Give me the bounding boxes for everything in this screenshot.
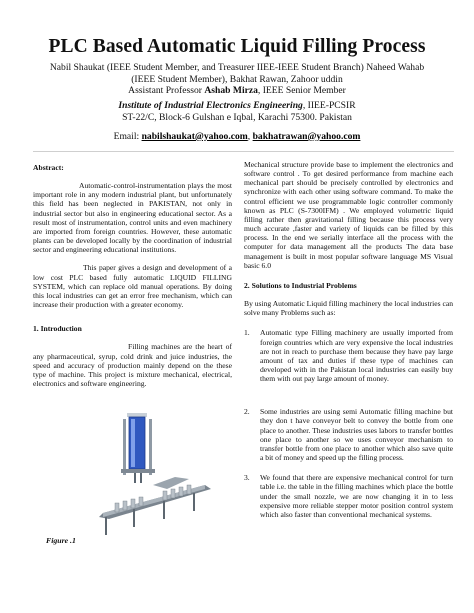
author-list [0, 62, 474, 97]
bottles-group [115, 485, 191, 512]
solution-item-3 [244, 473, 453, 519]
authors-line-3-name: Ashab Mirza [204, 85, 258, 97]
nozzle-1 [134, 473, 136, 483]
filling-machine-illustration [93, 405, 215, 543]
right-column [244, 160, 453, 519]
authors-line-2: (IEEE Student Member), Bakhat Rawan, Zahoor uddin [131, 73, 343, 85]
nozzle-2 [140, 473, 142, 483]
authors-line-1: Nabil Shaukat (IEEE Student Member, and Treasurer IIEE-IEEE Student Branch) Naheed Wahab [49, 62, 425, 73]
left-column [33, 163, 232, 388]
institute-line [0, 100, 474, 112]
institute-suffix: , IIEE-PCSIR [302, 99, 356, 111]
authors-line-3-suffix: , IEEE Senior Member [257, 85, 346, 97]
solution-item-3-text: We found that there are expensive mechanical control for turn table i.e. the table in the filling machines which place the bottle under the small nozzle, we are now changing it in to less expensive more reliable stepper motor position control system which also faster than conventional mechanical systems. [260, 473, 453, 519]
solution-item-1 [244, 328, 453, 383]
solution-item-1-text: Automatic type Filling machinery are usually imported from foreign countries which are very expensive the local industries are not in reach to purchase them because they have pay large amount of tax and duties if these type of machines can developed with in the Pakistan local industries can easily buy them with out pay large amount of money. [260, 328, 453, 384]
nozzle-bar [121, 469, 155, 473]
solutions-heading: 2. Solutions to Industrial Problems [244, 280, 357, 290]
email-line [0, 131, 474, 143]
figure-1-image [93, 405, 215, 543]
affiliation [0, 100, 474, 124]
figure-1-caption: Figure .1 [46, 536, 76, 545]
introduction-heading: 1. Introduction [33, 324, 82, 334]
solution-item-3-number: 3. [244, 473, 250, 483]
institute-name: Institute of Industrial Electronics Engineering [118, 99, 303, 111]
abstract-paragraph-2: This paper gives a design and development of a low cost PLC based fully automatic LIQUID FILLING SYSTEM, which can replace old manual operations. By doing this local industries can get an error free mechanism, which can increase their production with a greater economy. [33, 263, 232, 310]
frame-post-left [123, 419, 126, 475]
frame-post-right [149, 419, 152, 475]
tank-highlight [131, 419, 135, 467]
solution-item-2 [244, 407, 453, 462]
solutions-intro: By using Automatic Liquid filling machinery the local industries can solve many Problems such as: [244, 299, 453, 318]
paper-title: PLC Based Automatic Liquid Filling Process [48, 36, 426, 57]
address-line: ST-22/C, Block-6 Gulshan e Iqbal, Karachi 75300. Pakistan [122, 111, 352, 123]
email-label: Email: [113, 130, 142, 142]
abstract-heading: Abstract: [33, 163, 64, 172]
email-link-2[interactable]: bakhatrawan@yahoo.com [252, 130, 361, 142]
introduction-paragraph: Filling machines are the heart of any pharmaceutical, syrup, cold drink and juice industries, the speed and accuracy of production mainly depend on the these type of machine. This project is mixture mechanical, electrical, electronics and software engineering. [33, 342, 232, 388]
authors-line-3 [40, 85, 434, 97]
solution-item-2-number: 2. [244, 407, 250, 417]
header-divider [33, 151, 454, 152]
authors-line-3-prefix: Assistant Professor [128, 85, 205, 97]
paper-header [0, 36, 474, 143]
machine-top-cap [127, 413, 147, 417]
solution-item-2-text: Some industries are using semi Automatic filling machine but they don t have conveyor belt to convey the bottle from one place to another. These industries uses labors to transfer bottles one place to another so we uses conveyor mechanism to transfer bottle from one place to another which also save quite a bit of money and speed up the filling process. [260, 407, 453, 463]
email-link-1[interactable]: nabilshaukat@yahoo.com [141, 130, 248, 142]
email-separator: , [247, 130, 253, 142]
abstract-paragraph-1: Automatic-control-instrumentation plays the most important role in any modern industrial plant, but unfortunately this field has been neglected in PAKISTAN, not only in industrial sector but also in engineering educational sector. As a result most of instrumentation, control units and even machinery are imported from foreign countries. However, these automatic plants can be developed locally by the coordination of industrial sector and engineering educational institutions. [33, 181, 232, 255]
mechanical-structure-paragraph: Mechanical structure provide base to implement the electronics and software control . To get desired performance from machine each mechanical part should be precisely controlled by electronics and synchronize with each other using software command. To make the control efficient we use programmable logic controller commonly known as PLC (S-7300IFM) . We employed volumetric liquid filling rather then gravitational filling because this process very much accurate ,faster and variety of liquids can be filled by this process. In the end we serially interface all the process with the computer for data management all the products The data base management is built in most popular software language MS Visual basic 6.0 [244, 160, 453, 270]
solution-item-1-number: 1. [244, 328, 250, 338]
turn-table [153, 477, 189, 489]
